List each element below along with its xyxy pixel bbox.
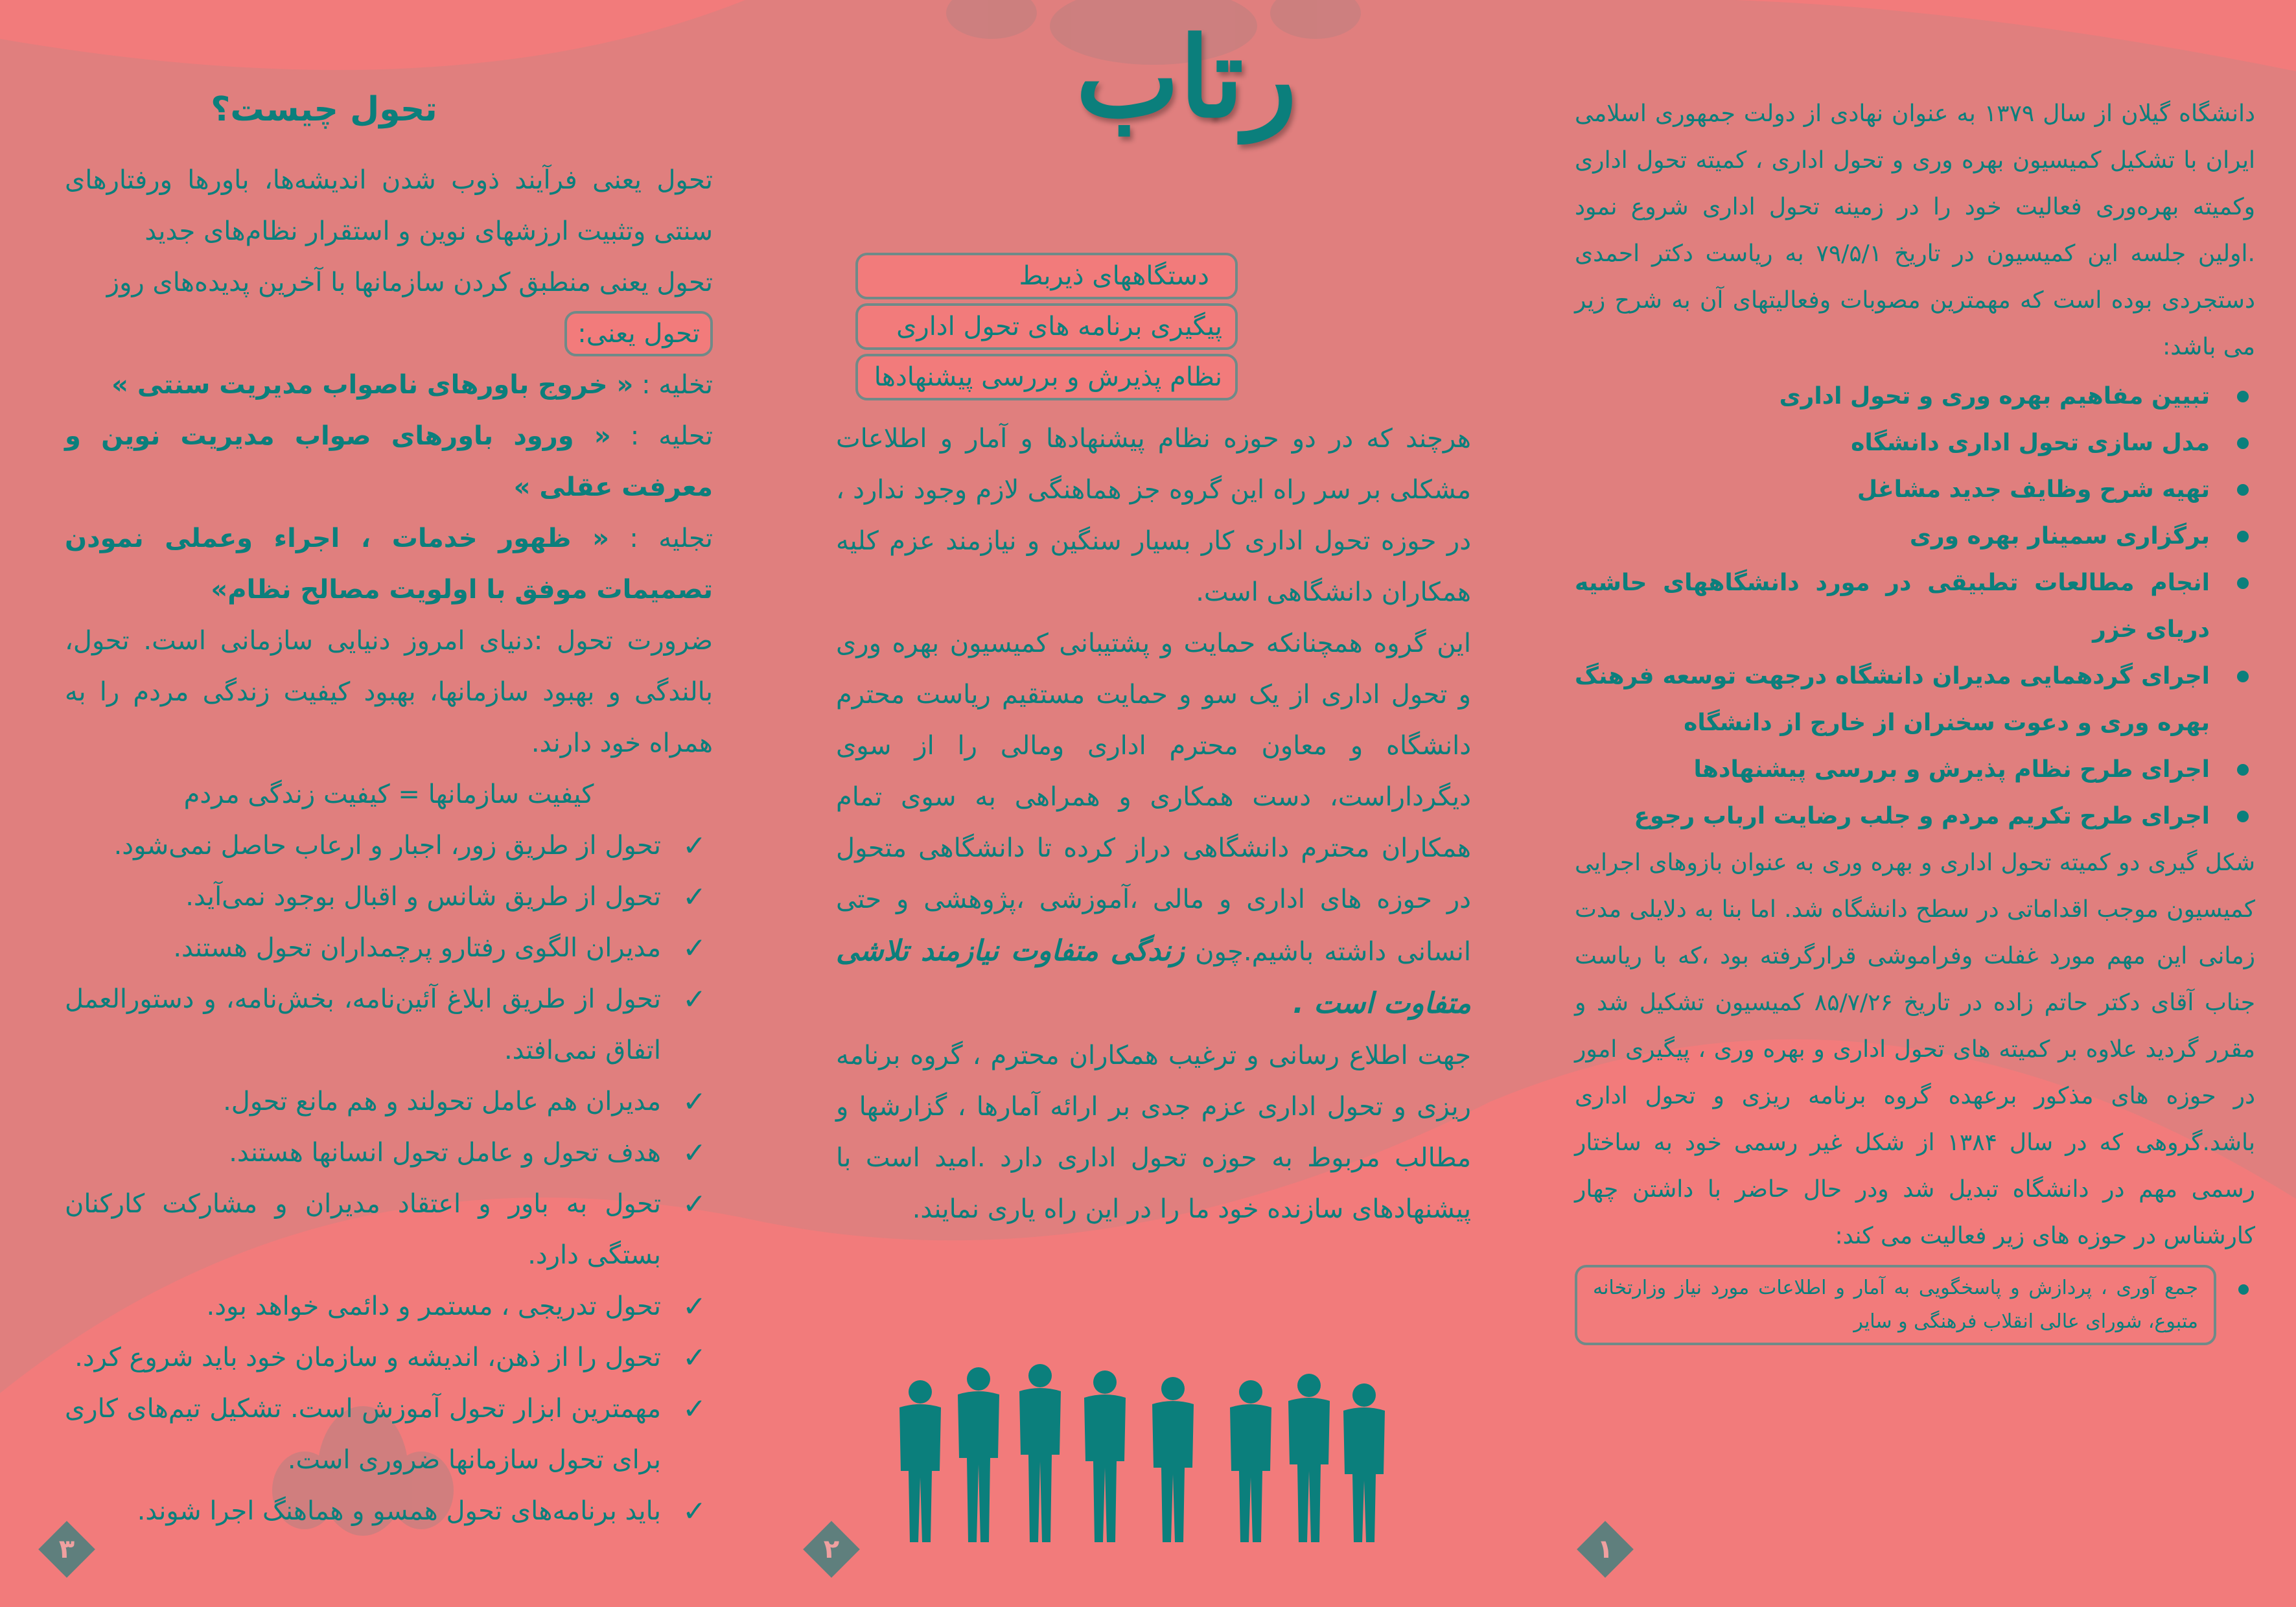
definition-line: تحول یعنی منطبق کردن سازمانها با آخرین پدیده‌های روز [106,268,713,297]
necessity-paragraph: ضرورت تحول :دنیای امروز دنیایی سازمانی است. تحول، بالندگی و بهبود سازمانها، بهبود کیفیت زندگی مردم را به همراه خود دارند. [65,626,713,758]
person-silhouette [1152,1377,1194,1542]
check-item: ✓ مدیران هم عامل تحولند و هم مانع تحول. [65,1076,713,1127]
page-number-3: ۳ [38,1521,95,1578]
term-meaning: « ورود باورهای صواب مدیریت نوین و معرفت عقلی » [65,421,713,502]
paragraph: جهت اطلاع رسانی و ترغیب همکاران محترم ، گروه برنامه ریزی و تحول اداری عزم جدی بر ارائه آمارها ، گزارشها و مطالب مربوط به حوزه تحول اداری دارد .امید است با پیشنهادهای سازنده خود ما را در این راه یاری نمایند. [836,1041,1471,1224]
page-title: تحول چیست؟ [211,90,437,129]
activities-list [1575,373,2255,840]
page-number-2: ۲ [803,1521,860,1578]
bullet-icon [2238,1284,2249,1295]
definition-item [65,360,713,411]
support-text: این گروه همچنانکه حمایت و پشتیبانی کمیسیون بهره وری و تحول اداری از یک سو و حمایت مستقیم ریاست محترم دانشگاه و معاون محترم اداری ومالی را از سوی دیگرداراست، دست همکاری و همراهی به سوی تمام همکاران محترم دانشگاهی دراز کرده تا دانشگاهی متحول در حوزه های اداری و مالی ،آموزشی ،پژوهشی و حتی انسانی داشته باشیم.چون [836,629,1472,967]
check-item: ✓ تحول از طریق شانس و اقبال بوجود نمی‌آید. [65,872,713,923]
check-item: ✓ هدف تحول و عامل تحول انسانها هستند. [65,1127,713,1179]
scope-boxes [836,253,1238,400]
list-item: اجرای طرح تکریم مردم و جلب رضایت ارباب رجوع [1575,793,2255,840]
person-silhouette [1230,1380,1271,1542]
scope-box: نظام پذیرش و بررسی پیشنهادها [855,354,1238,400]
history-paragraph: شکل گیری دو کمیته تحول اداری و بهره وری به عنوان بازوهای اجرایی کمیسیون موجب اقداماتی در سطح دانشگاه شد. اما بنا به دلایلی مدت زمانی این مهم مورد غفلت وفراموشی قرارگرفته بود ،که با ریاست جناب آقای دکتر حاتم زاده در تاریخ ۸۵/۷/۲۶ کمیسیون تشکیل شد و مقرر گردید علاوه بر کمیته های تحول اداری و بهره وری ، پیگیری امور در حوزه های مذکور برعهده گروه برنامه ریزی و تحول اداری باشد.گروهی که در سال ۱۳۸۴ از شکل غیر رسمی خود به ساختار رسمی مهم در دانشگاه تبدیل شد ودر حال حاضر با داشتن چهار کارشناس در حوزه های زیر فعالیت می کند: [1575,850,2255,1249]
principles-list [65,820,713,1537]
left-column [65,84,713,1537]
logo: رتاب [1076,13,1297,143]
list-item: مدل سازی تحول اداری دانشگاه [1575,420,2255,467]
list-item: برگزاری سمینار بهره وری [1575,513,2255,560]
person-silhouette [899,1380,941,1542]
paragraph: هرچند که در دو حوزه نظام پیشنهادها و آمار و اطلاعات مشکلی بر سر راه این گروه جز هماهنگی لازم وجود ندارد ، در حوزه تحول اداری کار بسیار سنگین و نیازمند عزم کلیه همکاران دانشگاهی است. [836,424,1471,607]
tasks-box: جمع آوری ، پردازش و پاسخگویی به آمار و اطلاعات مورد نیاز وزارتخانه متبوع، شورای عالی انقلاب فرهنگی و سایر [1575,1265,2216,1345]
person-silhouette [1084,1370,1126,1542]
person-silhouette [1288,1374,1330,1542]
definition-label-box: تحول یعنی: [564,311,713,356]
person-silhouette [1019,1364,1061,1542]
emphasis-text: زندگی متفاوت نیازمند تلاشی متفاوت است . [836,934,1471,1020]
page-number-1: ۱ [1577,1521,1634,1578]
list-item: تهیه شرح وظایف جدید مشاغل [1575,467,2255,513]
term-meaning: « ظهور خدمات ، اجراء وعملی نمودن تصمیمات موفق با اولویت مصالح نظام» [65,524,713,605]
definition-item [65,411,713,513]
list-item: اجرای طرح نظام پذیرش و بررسی پیشنهادها [1575,746,2255,793]
middle-column [836,253,1471,1235]
check-item: ✓ باید برنامه‌های تحول همسو و هماهنگ اجرا شوند. [65,1486,713,1537]
person-silhouette [958,1367,999,1542]
person-silhouette [1343,1383,1385,1542]
term: تحلیه : [630,421,713,451]
list-item: اجرای گردهمایی مدیران دانشگاه درجهت توسعه فرهنگ بهره وری و دعوت سخنران از خارج از دانشگاه [1575,653,2255,746]
check-item: ✓ تحول از طریق زور، اجبار و ارعاب حاصل نمی‌شود. [65,820,713,872]
check-item: ✓ تحول به باور و اعتقاد مدیران و مشارکت کارکنان بستگی دارد. [65,1179,713,1281]
check-item: ✓ تحول را از ذهن، اندیشه و سازمان خود باید شروع کرد. [65,1332,713,1383]
term: تجلیه : [629,524,713,553]
paragraph [836,618,1471,1030]
check-item: ✓ مدیران الگوی رفتارو پرچمداران تحول هستند. [65,923,713,974]
list-item: انجام مطالعات تطبیقی در مورد دانشگاههای حاشیه دریای خزر [1575,560,2255,653]
right-column [1575,91,2255,1345]
formula: کیفیت سازمانها = کیفیت زندگی مردم [183,780,594,809]
definition-line: تحول یعنی فرآیند ذوب شدن اندیشه‌ها، باورها ورفتارهای سنتی وتثبیت ارزشهای نوین و استقرار نظام‌های جدید [65,165,713,246]
definition-item [65,513,713,616]
scope-box: دستگاههای ذیربط [855,253,1238,299]
term: تخلیه : [642,370,713,400]
term-meaning: « خروج باورهای ناصواب مدیریت سنتی » [111,370,634,400]
check-item: ✓ تحول از طریق ابلاغ آئین‌نامه، بخش‌نامه، و دستورالعمل اتفاق نمی‌افتد. [65,974,713,1076]
intro-paragraph: دانشگاه گیلان از سال ۱۳۷۹ به عنوان نهادی از دولت جمهوری اسلامی ایران با تشکیل کمیسیون بهره وری و تحول اداری ، کمیته تحول اداری وکمیته بهره‌وری فعالیت خود را در زمینه تحول اداری شروع نمود .اولین جلسه این کمیسیون در تاریخ ۷۹/۵/۱ به ریاست دکتر احمدی دستجردی بوده است که مهمترین مصوبات وفعالیتهای آن به شرح زیر می باشد: [1575,100,2255,360]
list-item: تبیین مفاهیم بهره وری و تحول اداری [1575,373,2255,420]
check-item: ✓ مهمترین ابزار تحول آموزش است. تشکیل تیم‌های کاری برای تحول سازمانها ضروری است. [65,1383,713,1486]
check-item: ✓ تحول تدریجی ، مستمر و دائمی خواهد بود. [65,1281,713,1332]
people-silhouettes-illustration [894,1354,1400,1542]
scope-box: پیگیری برنامه های تحول اداری [855,303,1238,350]
